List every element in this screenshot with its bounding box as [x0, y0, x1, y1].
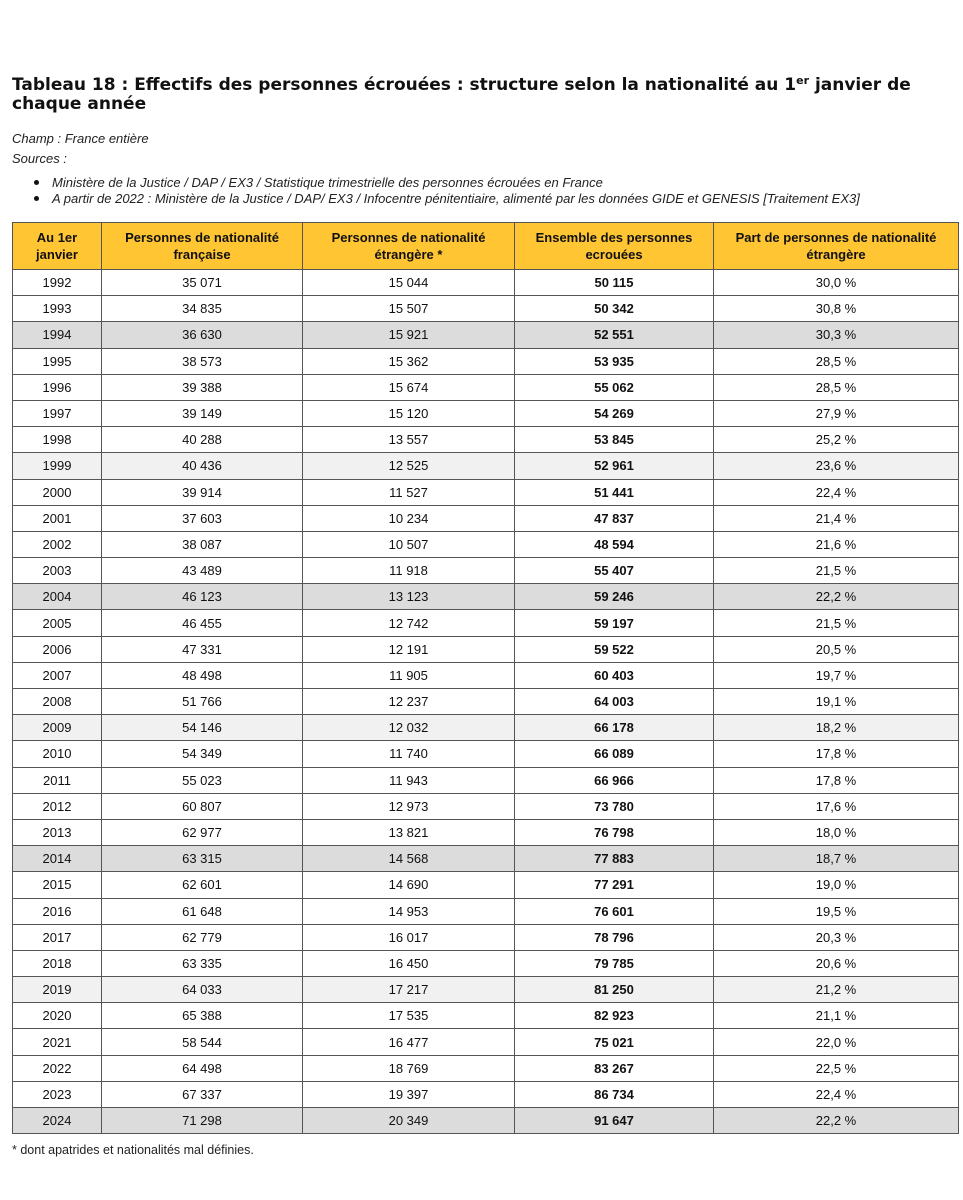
cell-total: 64 003 — [515, 689, 714, 715]
cell-share: 21,4 % — [714, 505, 959, 531]
cell-french: 63 335 — [102, 950, 303, 976]
cell-share: 17,6 % — [714, 793, 959, 819]
table-row — [13, 296, 959, 322]
cell-french: 39 149 — [102, 400, 303, 426]
cell-total: 48 594 — [515, 531, 714, 557]
cell-share: 18,2 % — [714, 715, 959, 741]
cell-french: 55 023 — [102, 767, 303, 793]
cell-year: 2003 — [13, 558, 102, 584]
table-row — [13, 1081, 959, 1107]
cell-year: 2006 — [13, 636, 102, 662]
cell-foreign: 18 769 — [303, 1055, 515, 1081]
cell-share: 28,5 % — [714, 374, 959, 400]
table-row — [13, 558, 959, 584]
cell-french: 39 914 — [102, 479, 303, 505]
cell-foreign: 12 525 — [303, 453, 515, 479]
table-row — [13, 898, 959, 924]
cell-share: 19,5 % — [714, 898, 959, 924]
table-row — [13, 348, 959, 374]
cell-french: 54 349 — [102, 741, 303, 767]
cell-year: 2024 — [13, 1108, 102, 1134]
cell-year: 2022 — [13, 1055, 102, 1081]
cell-french: 61 648 — [102, 898, 303, 924]
cell-total: 52 961 — [515, 453, 714, 479]
cell-total: 78 796 — [515, 924, 714, 950]
cell-year: 1993 — [13, 296, 102, 322]
cell-foreign: 14 568 — [303, 846, 515, 872]
table-row — [13, 531, 959, 557]
table-row — [13, 584, 959, 610]
table-row — [13, 1108, 959, 1134]
cell-total: 66 966 — [515, 767, 714, 793]
cell-foreign: 14 690 — [303, 872, 515, 898]
cell-share: 23,6 % — [714, 453, 959, 479]
cell-french: 71 298 — [102, 1108, 303, 1134]
cell-foreign: 12 237 — [303, 689, 515, 715]
table-header-row — [13, 223, 959, 270]
cell-foreign: 20 349 — [303, 1108, 515, 1134]
cell-french: 60 807 — [102, 793, 303, 819]
cell-share: 21,6 % — [714, 531, 959, 557]
cell-total: 75 021 — [515, 1029, 714, 1055]
source-item: A partir de 2022 : Ministère de la Justice / DAP/ EX3 / Infocentre pénitentiaire, alimenté par les données GIDE et GENESIS [Traitement EX3] — [34, 191, 860, 207]
table-row — [13, 636, 959, 662]
table-row — [13, 479, 959, 505]
cell-year: 1997 — [13, 400, 102, 426]
cell-share: 22,4 % — [714, 479, 959, 505]
cell-french: 62 977 — [102, 819, 303, 845]
cell-year: 2002 — [13, 531, 102, 557]
cell-foreign: 10 507 — [303, 531, 515, 557]
footnote: * dont apatrides et nationalités mal définies. — [12, 1143, 254, 1157]
cell-year: 1999 — [13, 453, 102, 479]
data-table — [12, 222, 959, 1134]
table-row — [13, 715, 959, 741]
cell-foreign: 13 557 — [303, 427, 515, 453]
cell-share: 21,5 % — [714, 558, 959, 584]
cell-foreign: 15 362 — [303, 348, 515, 374]
cell-year: 2011 — [13, 767, 102, 793]
table-row — [13, 793, 959, 819]
sources-label: Sources : — [12, 151, 67, 166]
cell-total: 83 267 — [515, 1055, 714, 1081]
cell-foreign: 12 973 — [303, 793, 515, 819]
cell-french: 54 146 — [102, 715, 303, 741]
cell-share: 22,2 % — [714, 1108, 959, 1134]
cell-year: 2023 — [13, 1081, 102, 1107]
cell-french: 64 498 — [102, 1055, 303, 1081]
cell-french: 67 337 — [102, 1081, 303, 1107]
cell-year: 2008 — [13, 689, 102, 715]
cell-share: 22,0 % — [714, 1029, 959, 1055]
cell-year: 2004 — [13, 584, 102, 610]
header-date: Au 1er janvier — [13, 223, 102, 270]
table-row — [13, 950, 959, 976]
cell-share: 20,6 % — [714, 950, 959, 976]
cell-french: 40 436 — [102, 453, 303, 479]
cell-french: 62 779 — [102, 924, 303, 950]
table-row — [13, 427, 959, 453]
cell-foreign: 15 044 — [303, 270, 515, 296]
cell-french: 47 331 — [102, 636, 303, 662]
table-row — [13, 322, 959, 348]
cell-total: 79 785 — [515, 950, 714, 976]
sources-list — [34, 175, 860, 207]
cell-foreign: 14 953 — [303, 898, 515, 924]
cell-total: 54 269 — [515, 400, 714, 426]
cell-total: 50 342 — [515, 296, 714, 322]
cell-foreign: 15 120 — [303, 400, 515, 426]
cell-share: 30,8 % — [714, 296, 959, 322]
cell-share: 21,2 % — [714, 977, 959, 1003]
title-main: Tableau 18 : Effectifs des personnes écrouées : structure selon la nationalité au 1 — [12, 75, 797, 95]
title-superscript: er — [796, 74, 810, 87]
cell-total: 59 522 — [515, 636, 714, 662]
table-title — [12, 76, 952, 114]
cell-year: 2009 — [13, 715, 102, 741]
table-row — [13, 846, 959, 872]
cell-french: 36 630 — [102, 322, 303, 348]
cell-year: 2010 — [13, 741, 102, 767]
cell-foreign: 11 740 — [303, 741, 515, 767]
table-row — [13, 610, 959, 636]
cell-year: 2017 — [13, 924, 102, 950]
cell-foreign: 15 921 — [303, 322, 515, 348]
header-share: Part de personnes de nationalité étrangère — [714, 223, 959, 270]
cell-total: 59 246 — [515, 584, 714, 610]
header-total: Ensemble des personnes ecrouées — [515, 223, 714, 270]
cell-total: 50 115 — [515, 270, 714, 296]
cell-year: 2018 — [13, 950, 102, 976]
table-row — [13, 924, 959, 950]
cell-share: 19,1 % — [714, 689, 959, 715]
cell-total: 66 178 — [515, 715, 714, 741]
cell-share: 17,8 % — [714, 767, 959, 793]
cell-year: 2021 — [13, 1029, 102, 1055]
cell-share: 28,5 % — [714, 348, 959, 374]
cell-foreign: 12 742 — [303, 610, 515, 636]
table-row — [13, 1003, 959, 1029]
table-row — [13, 1029, 959, 1055]
cell-share: 21,5 % — [714, 610, 959, 636]
cell-share: 30,3 % — [714, 322, 959, 348]
cell-french: 46 123 — [102, 584, 303, 610]
cell-total: 81 250 — [515, 977, 714, 1003]
cell-year: 2007 — [13, 662, 102, 688]
cell-foreign: 16 017 — [303, 924, 515, 950]
cell-share: 22,5 % — [714, 1055, 959, 1081]
cell-share: 25,2 % — [714, 427, 959, 453]
cell-share: 22,4 % — [714, 1081, 959, 1107]
cell-share: 18,0 % — [714, 819, 959, 845]
cell-total: 55 062 — [515, 374, 714, 400]
cell-french: 35 071 — [102, 270, 303, 296]
cell-foreign: 13 821 — [303, 819, 515, 845]
cell-french: 38 087 — [102, 531, 303, 557]
cell-foreign: 12 191 — [303, 636, 515, 662]
cell-total: 77 291 — [515, 872, 714, 898]
cell-year: 2000 — [13, 479, 102, 505]
cell-share: 19,0 % — [714, 872, 959, 898]
cell-total: 86 734 — [515, 1081, 714, 1107]
cell-foreign: 13 123 — [303, 584, 515, 610]
cell-total: 76 798 — [515, 819, 714, 845]
cell-total: 53 845 — [515, 427, 714, 453]
cell-french: 40 288 — [102, 427, 303, 453]
title-rest: janvier de chaque année — [12, 75, 911, 114]
cell-french: 51 766 — [102, 689, 303, 715]
cell-year: 2001 — [13, 505, 102, 531]
cell-year: 2016 — [13, 898, 102, 924]
header-french: Personnes de nationalité française — [102, 223, 303, 270]
cell-share: 18,7 % — [714, 846, 959, 872]
table-row — [13, 872, 959, 898]
cell-share: 20,3 % — [714, 924, 959, 950]
cell-french: 48 498 — [102, 662, 303, 688]
champ-text: Champ : France entière — [12, 131, 149, 146]
cell-share: 27,9 % — [714, 400, 959, 426]
table-row — [13, 374, 959, 400]
source-item: Ministère de la Justice / DAP / EX3 / Statistique trimestrielle des personnes écrouées en France — [34, 175, 860, 191]
cell-share: 20,5 % — [714, 636, 959, 662]
cell-foreign: 11 918 — [303, 558, 515, 584]
cell-total: 52 551 — [515, 322, 714, 348]
cell-year: 1996 — [13, 374, 102, 400]
cell-french: 64 033 — [102, 977, 303, 1003]
cell-total: 60 403 — [515, 662, 714, 688]
cell-share: 21,1 % — [714, 1003, 959, 1029]
table-row — [13, 505, 959, 531]
table-row — [13, 400, 959, 426]
cell-foreign: 12 032 — [303, 715, 515, 741]
table-row — [13, 741, 959, 767]
cell-year: 1992 — [13, 270, 102, 296]
cell-share: 22,2 % — [714, 584, 959, 610]
cell-french: 62 601 — [102, 872, 303, 898]
cell-foreign: 10 234 — [303, 505, 515, 531]
table-row — [13, 1055, 959, 1081]
cell-french: 43 489 — [102, 558, 303, 584]
cell-total: 55 407 — [515, 558, 714, 584]
table-row — [13, 977, 959, 1003]
cell-french: 34 835 — [102, 296, 303, 322]
cell-total: 91 647 — [515, 1108, 714, 1134]
cell-french: 63 315 — [102, 846, 303, 872]
cell-french: 58 544 — [102, 1029, 303, 1055]
cell-foreign: 16 477 — [303, 1029, 515, 1055]
header-foreign: Personnes de nationalité étrangère * — [303, 223, 515, 270]
table-body — [13, 270, 959, 1134]
cell-year: 2015 — [13, 872, 102, 898]
cell-year: 2014 — [13, 846, 102, 872]
cell-total: 77 883 — [515, 846, 714, 872]
cell-total: 76 601 — [515, 898, 714, 924]
cell-foreign: 11 943 — [303, 767, 515, 793]
table-row — [13, 767, 959, 793]
cell-french: 65 388 — [102, 1003, 303, 1029]
table-row — [13, 819, 959, 845]
cell-french: 38 573 — [102, 348, 303, 374]
cell-foreign: 16 450 — [303, 950, 515, 976]
cell-year: 2005 — [13, 610, 102, 636]
cell-total: 51 441 — [515, 479, 714, 505]
cell-total: 47 837 — [515, 505, 714, 531]
cell-share: 17,8 % — [714, 741, 959, 767]
cell-foreign: 19 397 — [303, 1081, 515, 1107]
cell-total: 82 923 — [515, 1003, 714, 1029]
cell-share: 19,7 % — [714, 662, 959, 688]
cell-foreign: 15 507 — [303, 296, 515, 322]
table-row — [13, 689, 959, 715]
cell-year: 2012 — [13, 793, 102, 819]
table-row — [13, 270, 959, 296]
cell-french: 46 455 — [102, 610, 303, 636]
cell-year: 1995 — [13, 348, 102, 374]
cell-year: 1994 — [13, 322, 102, 348]
cell-year: 2019 — [13, 977, 102, 1003]
cell-year: 2020 — [13, 1003, 102, 1029]
cell-foreign: 17 217 — [303, 977, 515, 1003]
cell-total: 73 780 — [515, 793, 714, 819]
cell-year: 1998 — [13, 427, 102, 453]
cell-total: 59 197 — [515, 610, 714, 636]
cell-total: 66 089 — [515, 741, 714, 767]
cell-foreign: 11 905 — [303, 662, 515, 688]
cell-french: 39 388 — [102, 374, 303, 400]
table-row — [13, 453, 959, 479]
cell-total: 53 935 — [515, 348, 714, 374]
cell-share: 30,0 % — [714, 270, 959, 296]
table-row — [13, 662, 959, 688]
cell-french: 37 603 — [102, 505, 303, 531]
cell-foreign: 17 535 — [303, 1003, 515, 1029]
cell-year: 2013 — [13, 819, 102, 845]
cell-foreign: 15 674 — [303, 374, 515, 400]
cell-foreign: 11 527 — [303, 479, 515, 505]
